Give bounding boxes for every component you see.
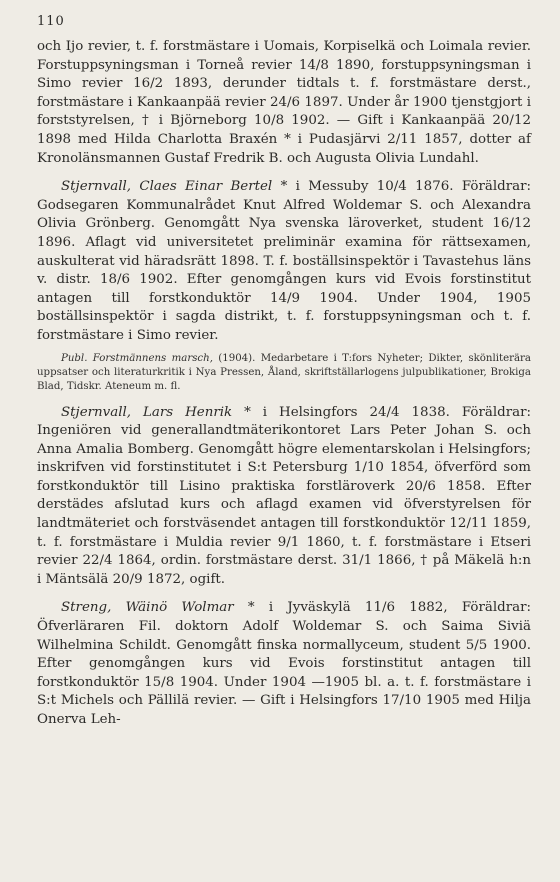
entry-text: * i Messuby 10/4 1876. Föräldrar: Godsegaren Kommunalrådet Knut Alfred Woldemar S. och Alexandra Olivia Grönberg. Genomgått Nya svenska läroverket, student 16/12 1896. Aflagt vid universitetet preliminär examina för rättsexamen, auskulterat vid häradsrätt 1898. T. f. boställsinspektör i Tavastehus läns v. distr. 18/6 1902. Efter genomgången kurs vid Evois forstinstitut antagen till forstkonduktör 14/9 1904. Under 1904, 1905 boställsinspektör i sagda distrikt, t. f. forstuppsyningsman och t. f. forstmästare i Simo revier. bbox=[37, 179, 531, 343]
entry-stjernvall-claes bbox=[37, 178, 531, 345]
page-number: 110 bbox=[37, 14, 65, 29]
page-body bbox=[37, 38, 531, 730]
publications-text: (1904). Medarbetare i T:fors Nyheter; Dikter, skönliterära uppsatser och literaturkritik i Nya Pressen, Åland, skriftställarlogens julpublikationer, Brokiga Blad, Tidskr. Ateneum m. fl. bbox=[37, 352, 531, 392]
entry-continuation-ijo bbox=[37, 38, 531, 168]
entry-heading: Stjernvall, Claes Einar Bertel bbox=[61, 179, 273, 195]
entry-heading: Stjernvall, Lars Henrik bbox=[61, 404, 233, 420]
entry-stjernvall-lars bbox=[37, 404, 531, 590]
publications-note bbox=[37, 352, 531, 394]
entry-text: * i Jyväskylä 11/6 1882, Föräldrar: Öfverläraren Fil. doktorn Adolf Woldemar S. och Saima Siviä Wilhelmina Schildt. Genomgått finska normallyceum, student 5/5 1900. Efter genomgången kurs vid Evois forstinstitut antagen till forstkonduktör 15/8 1904. Under 1904 —1905 bl. a. t. f. forstmästare i S:t Michels och Pällilä revier. — Gift i Helsingfors 17/10 1905 med Hilja Onerva Leh- bbox=[37, 600, 531, 727]
publications-heading: Publ. Forstmännens marsch, bbox=[61, 352, 213, 364]
entry-text: * i Helsingfors 24/4 1838. Föräldrar: Ingeniören vid generallandtmäterikontoret Lars Peter Johan S. och Anna Amalia Bomberg. Genomgått högre elementarskolan i Helsingfors; inskrifven vid forstinstitutet i S:t Petersburg 1/10 1854, öfverförd som forstkonduktör till Lisino praktiska forstläroverk 20/6 1858. Efter derstädes afslutad kurs och aflagd examen vid öfverstyrelsen för landtmäteriet och forstväsendet antagen till forstkonduktör 12/11 1859, t. f. forstmästare i Muldia revier 9/1 1860, t. f. forstmästare i Etseri revier 22/4 1864, ordin. forstmästare derst. 31/1 1866, † på Mäkelä h:n i Mäntsälä 20/9 1872, ogift. bbox=[37, 404, 531, 587]
entry-heading: Streng, Wäinö Wolmar bbox=[61, 600, 234, 616]
entry-text: och Ijo revier, t. f. forstmästare i Uomais, Korpiselkä och Loimala revier. Forstuppsyningsman i Torneå revier 14/8 1890, forstuppsyningsman i Simo revier 16/2 1893, derunder tidtals t. f. forstmästare derst., forstmästare i Kankaanpää revier 24/6 1897. Under år 1900 tjenstgjort i forststyrelsen, † i Björneborg 10/8 1902. — Gift i Kankaanpää 20/12 1898 med Hilda Charlotta Braxén * i Pudasjärvi 2/11 1857, dotter af Kronolänsmannen Gustaf Fredrik B. och Augusta Olivia Lundahl. bbox=[37, 39, 531, 166]
entry-streng-waino bbox=[37, 599, 531, 729]
